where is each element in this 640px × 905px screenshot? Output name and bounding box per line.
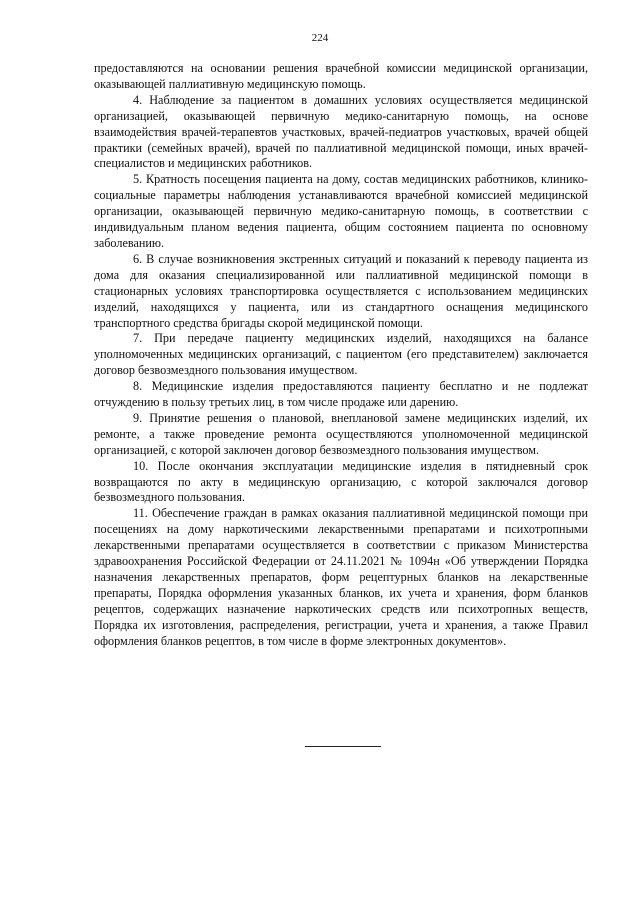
paragraph-continuation: предоставляются на основании решения врачебной комиссии медицинской организации, оказывающей паллиативную медицинскую помощь. [94, 61, 588, 91]
paragraph-item-8: 8. Медицинские изделия предоставляются пациенту бесплатно и не подлежат отчуждению в пользу третьих лиц, в том числе продаже или дарению. [94, 379, 588, 410]
end-divider [305, 746, 381, 747]
paragraph-item-6: 6. В случае возникновения экстренных ситуаций и показаний к переводу пациента из дома для оказания специализированной или паллиативной медицинской помощи в стационарных условиях транспортировка осуществляется с использованием медицинских изделий, находящихся у пациента, или из стандартного оснащения медицинского транспортного средства бригады скорой медицинской помощи. [94, 251, 588, 330]
paragraph-item-9: 9. Принятие решения о плановой, внеплановой замене медицинских изделий, их ремонте, а также проведение ремонта осуществляются уполномоченной медицинской организацией, с которой заключен договор безвозмездного пользования имуществом. [94, 410, 588, 457]
document-body [94, 61, 588, 650]
paragraph-item-5: 5. Кратность посещения пациента на дому, состав медицинских работников, клинико-социальные параметры наблюдения устанавливаются врачебной комиссией медицинской организации, оказывающей первичную медико-санитарную помощь, в соответствии с индивидуальным планом ведения пациента, общим состоянием пациента по основному заболеванию. [94, 172, 588, 250]
page-number: 224 [311, 32, 329, 44]
paragraph-item-4: 4. Наблюдение за пациентом в домашних условиях осуществляется медицинской организацией, оказывающей первичную медико-санитарную помощь, на основе взаимодействия врачей-терапевтов участковых, врачей-педиатров участковых, врачей общей практики (семейных врачей), врачей по паллиативной медицинской помощи, иных врачей-специалистов и медицинских работников. [94, 92, 588, 171]
paragraph-item-7: 7. При передаче пациенту медицинских изделий, находящихся на балансе уполномоченных медицинских организаций, с пациентом (его представителем) заключается договор безвозмездного пользования имуществом. [94, 331, 588, 378]
paragraph-item-11: 11. Обеспечение граждан в рамках оказания паллиативной медицинской помощи при посещениях на дому наркотическими лекарственными препаратами и психотропными лекарственными препаратами осуществляется в соответствии с приказом Министерства здравоохранения Российской Федерации от 24.11.2021 № 1094н «Об утверждении Порядка назначения лекарственных препаратов, форм рецептурных бланков на лекарственные препараты, Порядка оформления указанных бланков, их учета и хранения, форм бланков рецептов, содержащих назначение наркотических средств или психотропных веществ, Порядка их изготовления, распределения, регистрации, учета и хранения, а также Правил оформления бланков рецептов, в том числе в форме электронных документов». [94, 506, 588, 648]
paragraph-item-10: 10. После окончания эксплуатации медицинские изделия в пятидневный срок возвращаются по акту в медицинскую организацию, с которой заключался договор безвозмездного пользования. [94, 458, 588, 505]
